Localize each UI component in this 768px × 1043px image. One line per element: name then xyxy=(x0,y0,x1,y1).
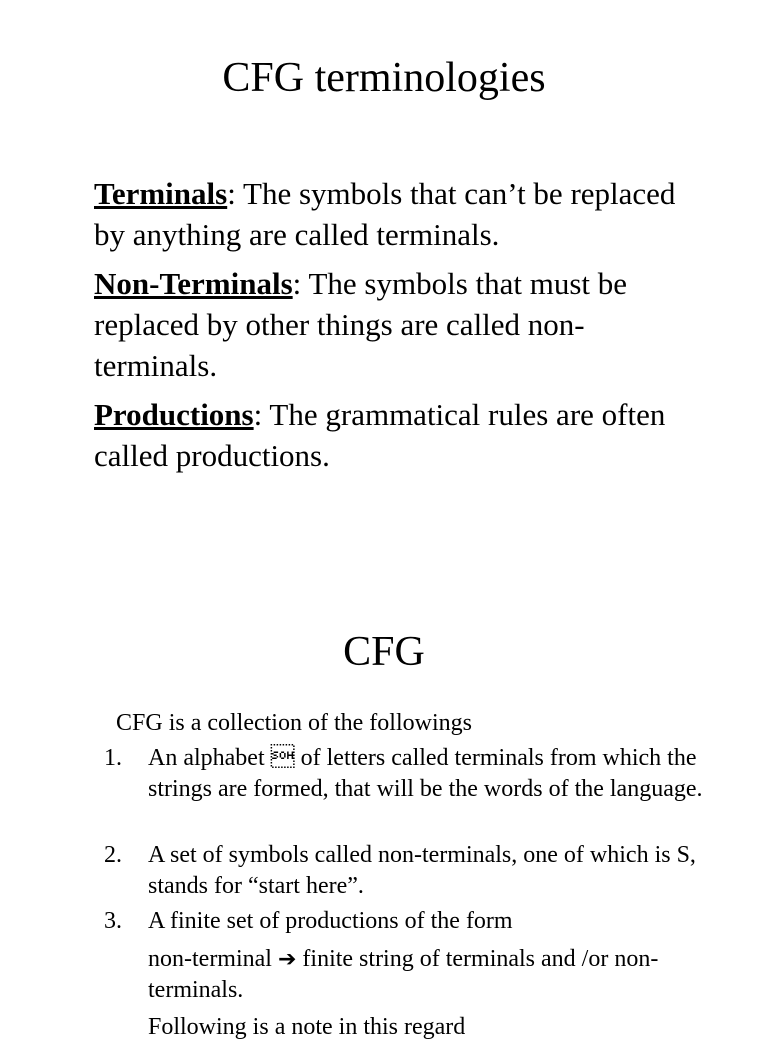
production-right: finite string of terminals and /or non-terminals. xyxy=(148,946,659,1003)
list-number: 2. xyxy=(104,842,122,868)
term-terminals: Terminals xyxy=(94,176,228,211)
definition-productions xyxy=(94,394,704,476)
list-item-text: Following is a note in this regard xyxy=(148,1014,466,1040)
definition-terminals xyxy=(94,173,704,255)
slide-title: CFG terminologies xyxy=(222,55,546,101)
list-item-partial xyxy=(104,1012,704,1043)
definition-text: : The symbols that must be replaced by other things are called non-terminals. xyxy=(94,266,628,383)
list-item xyxy=(104,840,704,902)
production-left: non-terminal xyxy=(148,946,278,972)
term-productions: Productions xyxy=(94,397,254,432)
list-number: 3. xyxy=(104,908,122,934)
definition-non-terminals xyxy=(94,263,704,386)
list-item xyxy=(104,906,704,937)
definition-text: : The grammatical rules are often called productions. xyxy=(94,397,666,473)
definition-text: : The symbols that can’t be replaced by anything are called terminals. xyxy=(94,176,676,252)
list-item-text: A finite set of productions of the form xyxy=(148,908,513,934)
intro-text: CFG is a collection of the followings xyxy=(116,710,472,736)
right-arrow-icon: ➔ xyxy=(277,947,297,972)
list-number: 1. xyxy=(104,745,122,771)
list-item-text: An alphabet  of letters called terminals from which the strings are formed, that will be the words of the language. xyxy=(148,745,703,802)
slide-title: CFG xyxy=(343,629,425,675)
term-non-terminals: Non-Terminals xyxy=(94,266,293,301)
slide-cfg xyxy=(0,600,768,1040)
list-item-text: A set of symbols called non-terminals, one of which is S, stands for “start here”. xyxy=(148,842,696,899)
slide-cfg-terminologies xyxy=(0,0,768,520)
production-form xyxy=(104,944,704,1006)
list-item xyxy=(104,743,704,805)
